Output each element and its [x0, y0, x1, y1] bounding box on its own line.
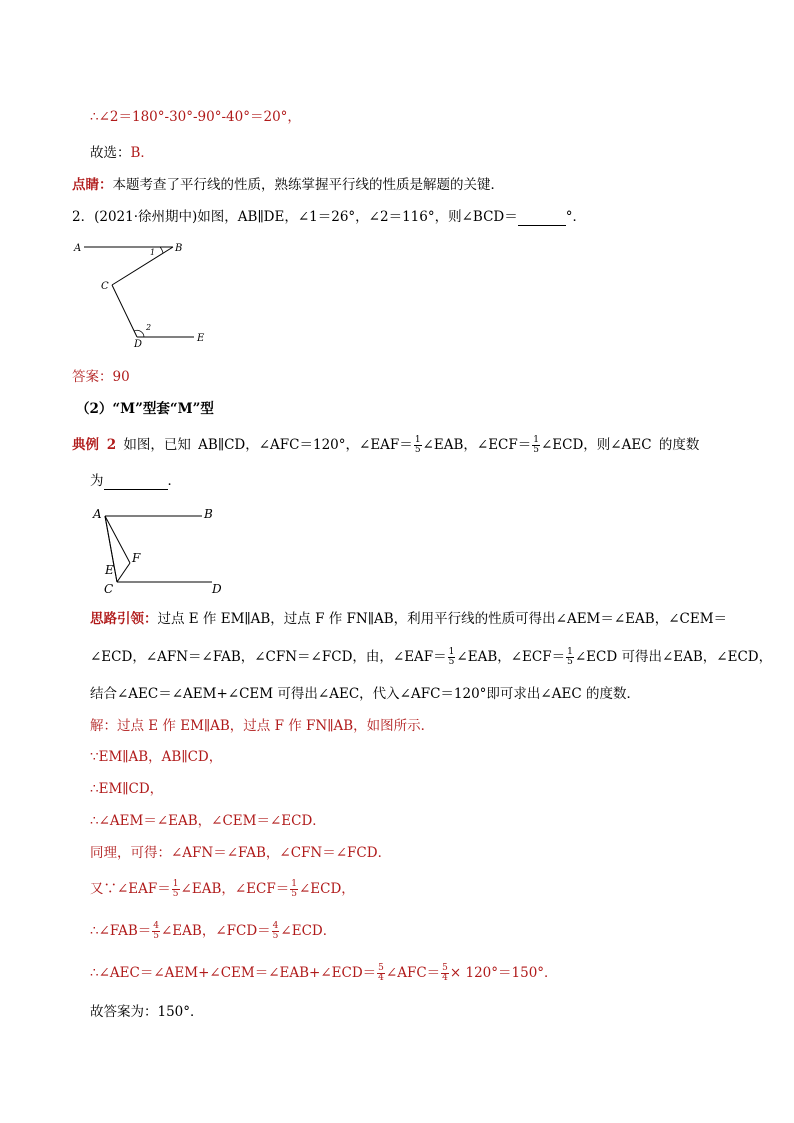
solution-line3: ∴EM∥CD，: [90, 781, 164, 797]
section-title: （2）“M”型套“M”型: [76, 401, 214, 417]
label-angle2: 2: [146, 323, 152, 332]
solution-line8: ∴∠AEC＝∠AEM+∠CEM＝∠EAB+∠ECD＝ $\frac{5}{4}$ ∠AFC＝ $\frac{5}{4}$ × 120°＝150°．: [90, 963, 558, 983]
answer-blank: [518, 211, 566, 226]
example2-text-b: ∠EAB，∠ECF＝: [422, 437, 532, 453]
label-e: E: [197, 333, 205, 344]
example2-statement: [72, 436, 699, 455]
problem2-text-b: °．: [565, 209, 586, 225]
choice-value: B．: [130, 145, 154, 161]
hint-line2: ∠ECD，∠AFN＝∠FAB，∠CFN＝∠FCD，由，∠EAF＝ $\frac{1}{5}$ ∠EAB，∠ECF＝ $\frac{1}{5}$ ∠ECD 可得出∠EAB，∠ECD，: [90, 647, 773, 667]
fraction-one-fifth: $\frac{1}{5}$: [414, 435, 421, 455]
fraction-one-fifth: $\frac{1}{5}$: [533, 435, 539, 455]
solution-line1: 解：过点 E 作 EM∥AB，过点 F 作 FN∥AB，如图所示．: [90, 718, 435, 734]
example2-figure: [90, 502, 230, 597]
example2-line2: 为 ．: [90, 473, 181, 489]
comment-text: 本题考查了平行线的性质，熟练掌握平行线的性质是解题的关键．: [112, 177, 504, 193]
fraction-one-fifth: $\frac{1}{5}$: [172, 879, 179, 899]
hint-line1: 思路引领：过点 E 作 EM∥AB，过点 F 作 FN∥AB，利用平行线的性质可得出∠AEM＝∠EAB，∠CEM＝: [90, 611, 728, 627]
label-c: C: [101, 281, 109, 292]
line-bc: [112, 247, 173, 285]
label-angle1: 1: [150, 248, 156, 257]
label-c: C: [104, 582, 114, 596]
label-e: E: [105, 563, 114, 577]
fraction-one-fifth: $\frac{1}{5}$: [567, 647, 573, 667]
problem2-text-a: 2．(2021·徐州期中)如图，AB∥DE，∠1＝26°，∠2＝116°，则∠BCD＝: [72, 209, 518, 225]
hint-line3: 结合∠AEC＝∠AEM+∠CEM 可得出∠AEC，代入∠AFC＝120°即可求出∠AEC 的度数．: [90, 686, 640, 702]
fraction-five-fourths: $\frac{5}{4}$: [378, 963, 384, 983]
label-b: B: [204, 507, 213, 521]
line-ec: [114, 566, 117, 582]
angle1-arc: [160, 247, 163, 253]
label-d: D: [134, 339, 143, 350]
solution-line7: ∴∠FAB＝ $\frac{4}{5}$ ∠EAB，∠FCD＝ $\frac{4}{5}$ ∠ECD．: [90, 921, 337, 941]
example2-text-c: ∠ECD，则∠AEC 的度数: [540, 437, 700, 453]
problem2-answer: 答案：90: [72, 369, 130, 385]
fraction-four-fifths: $\frac{4}{5}$: [272, 921, 279, 941]
angle2-calculation: ∴∠2＝180°-30°-90°-40°＝20°，: [90, 109, 301, 125]
solution-line2: ∵EM∥AB，AB∥CD，: [90, 749, 223, 765]
final-answer: 故答案为：150°．: [90, 1004, 204, 1020]
label-f: F: [132, 551, 141, 565]
fraction-four-fifths: $\frac{4}{5}$: [153, 921, 159, 941]
fraction-one-fifth: $\frac{1}{5}$: [448, 647, 455, 667]
example2-label: 典例 2: [72, 437, 117, 453]
fraction-one-fifth: $\frac{1}{5}$: [291, 879, 297, 899]
problem2-figure: [70, 236, 220, 351]
problem2-statement: [72, 208, 586, 226]
comment-line: [72, 176, 504, 194]
example2-text-a: 如图，已知 AB∥CD，∠AFC＝120°，∠EAF＝: [123, 437, 413, 453]
hint-label: 思路引领：: [90, 611, 158, 627]
line-fc: [117, 563, 130, 582]
label-a: A: [74, 243, 82, 254]
answer-blank: [104, 475, 168, 490]
label-a: A: [93, 507, 102, 521]
choice-line: [90, 144, 154, 162]
fraction-five-fourths: $\frac{5}{4}$: [442, 963, 448, 983]
label-b: B: [175, 243, 183, 254]
choice-prefix: 故选：: [90, 145, 131, 161]
solution-line5: 同理，可得：∠AFN＝∠FAB，∠CFN＝∠FCD．: [90, 845, 392, 861]
line-cd: [112, 285, 137, 337]
label-d: D: [212, 582, 222, 596]
comment-label: 点睛：: [72, 177, 113, 193]
solution-line4: ∴∠AEM＝∠EAB，∠CEM＝∠ECD．: [90, 813, 326, 829]
solution-line6: 又∵∠EAF＝ $\frac{1}{5}$ ∠EAB，∠ECF＝ $\frac{1}{5}$ ∠ECD，: [90, 879, 355, 899]
